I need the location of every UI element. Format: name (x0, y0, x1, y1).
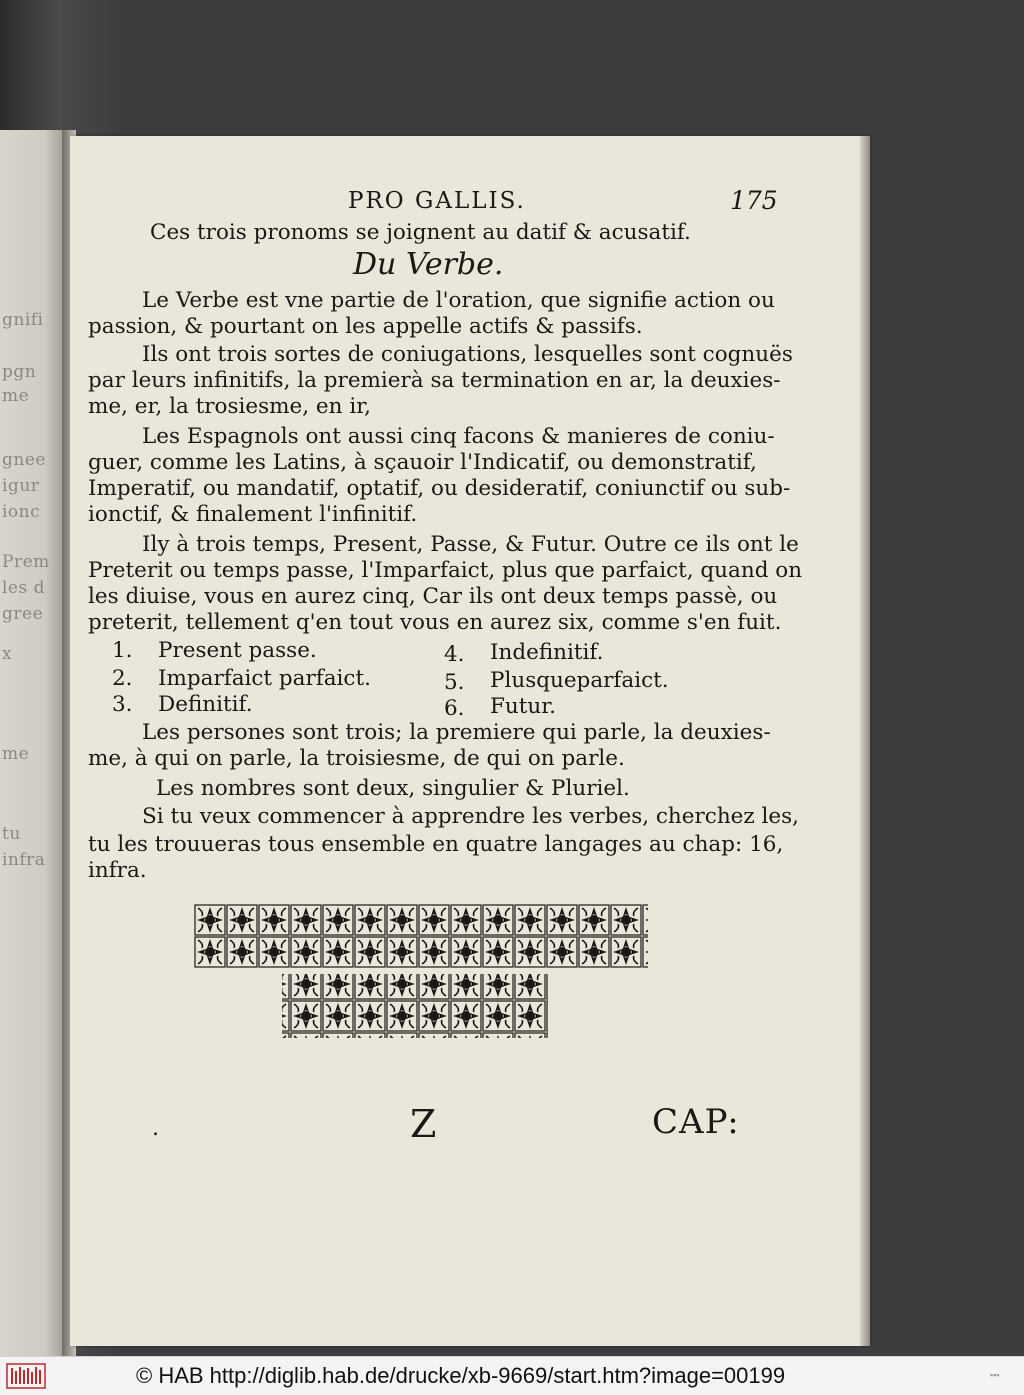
catchword: CAP: (652, 1102, 740, 1142)
text-line: Si tu veux commencer à apprendre les verbes, cherchez les, (142, 804, 800, 829)
text-line: les diuise, vous en aurez cinq, Car ils ont deux temps passè, ou (88, 584, 778, 609)
hab-logo-icon (6, 1362, 46, 1390)
tense-number: 3. (112, 692, 133, 717)
bleed-fragment: tu (2, 824, 21, 844)
printers-ornament (194, 904, 648, 1056)
tense-number: 4. (444, 642, 465, 667)
tense-label: Present passe. (158, 638, 317, 663)
tense-label: Indefinitif. (490, 640, 604, 665)
tense-number: 5. (444, 670, 465, 695)
bleed-fragment: gree (2, 604, 44, 624)
text-line: preterit, tellement q'en tout vous en aurez six, comme s'en fuit. (88, 610, 782, 635)
text-line: par leurs infinitifs, la premierà sa termination en ar, la deuxies- (88, 368, 781, 393)
tense-label: Futur. (490, 694, 557, 719)
footer-copyright-link[interactable]: © HAB http://diglib.hab.de/drucke/xb-9669/start.htm?image=00199 (136, 1363, 786, 1388)
bleed-fragment: gnee (2, 450, 46, 470)
text-line: me, er, la trosiesme, en ir, (88, 394, 371, 419)
bleed-fragment: me (2, 744, 30, 764)
tense-number: 2. (112, 666, 133, 691)
previous-page-edge (0, 130, 62, 1356)
bleed-fragment: me (2, 386, 30, 406)
margin-dot: . (152, 1116, 159, 1141)
bleed-fragment: infra (2, 850, 46, 870)
bleed-fragment: pgn (2, 362, 37, 382)
book-page (70, 136, 868, 1346)
text-line: Les persones sont trois; la premiere qui parle, la deuxies- (142, 720, 771, 745)
tense-number: 1. (112, 638, 133, 663)
bleed-fragment: igur (2, 476, 40, 496)
bleed-fragment: les d (2, 578, 46, 598)
text-line: Preterit ou temps passe, l'Imparfaict, plus que parfaict, quand on (88, 558, 803, 583)
text-line: tu les trouueras tous ensemble en quatre langages au chap: 16, (88, 832, 784, 857)
page-number: 175 (730, 186, 778, 215)
bleed-fragment: ionc (2, 502, 41, 522)
bleed-fragment: Prem (2, 552, 50, 572)
text-line: Les nombres sont deux, singulier & Pluriel. (156, 776, 630, 801)
tense-label: Imparfaict parfaict. (158, 666, 371, 691)
text-line: ionctif, & finalement l'infinitif. (88, 502, 418, 527)
page-edge (860, 136, 870, 1346)
text-line: infra. (88, 858, 147, 883)
intro-line: Ces trois pronoms se joignent au datif & acusatif. (150, 220, 691, 245)
text-line: Ily à trois temps, Present, Passe, & Futur. Outre ce ils ont le (142, 532, 799, 557)
text-line: guer, comme les Latins, à sçauoir l'Indicatif, ou demonstratif, (88, 450, 757, 475)
text-line: Le Verbe est vne partie de l'oration, que signifie action ou (142, 288, 775, 313)
text-line: me, à qui on parle, la troisiesme, de qui on parle. (88, 746, 625, 771)
section-heading: Du Verbe. (353, 247, 504, 282)
text-line: Les Espagnols ont aussi cinq facons & manieres de coniu- (142, 424, 775, 449)
tense-label: Definitif. (158, 692, 253, 717)
text-line: Ils ont trois sortes de coniugations, lesquelles sont cognuës (142, 342, 793, 367)
tense-number: 6. (444, 696, 465, 721)
bleed-fragment: gnifi (2, 310, 44, 330)
bleed-fragment: x (2, 644, 13, 664)
running-head: PRO GALLIS. (348, 188, 526, 214)
footer-mark: ▪▪▪ (990, 1370, 1000, 1380)
tense-label: Plusqueparfaict. (490, 668, 669, 693)
text-line: Imperatif, ou mandatif, optatif, ou desideratif, coniunctif ou sub- (88, 476, 791, 501)
signature-mark: Z (410, 1102, 437, 1146)
text-line: passion, & pourtant on les appelle actifs & passifs. (88, 314, 643, 339)
footer-bar (0, 1356, 1024, 1395)
